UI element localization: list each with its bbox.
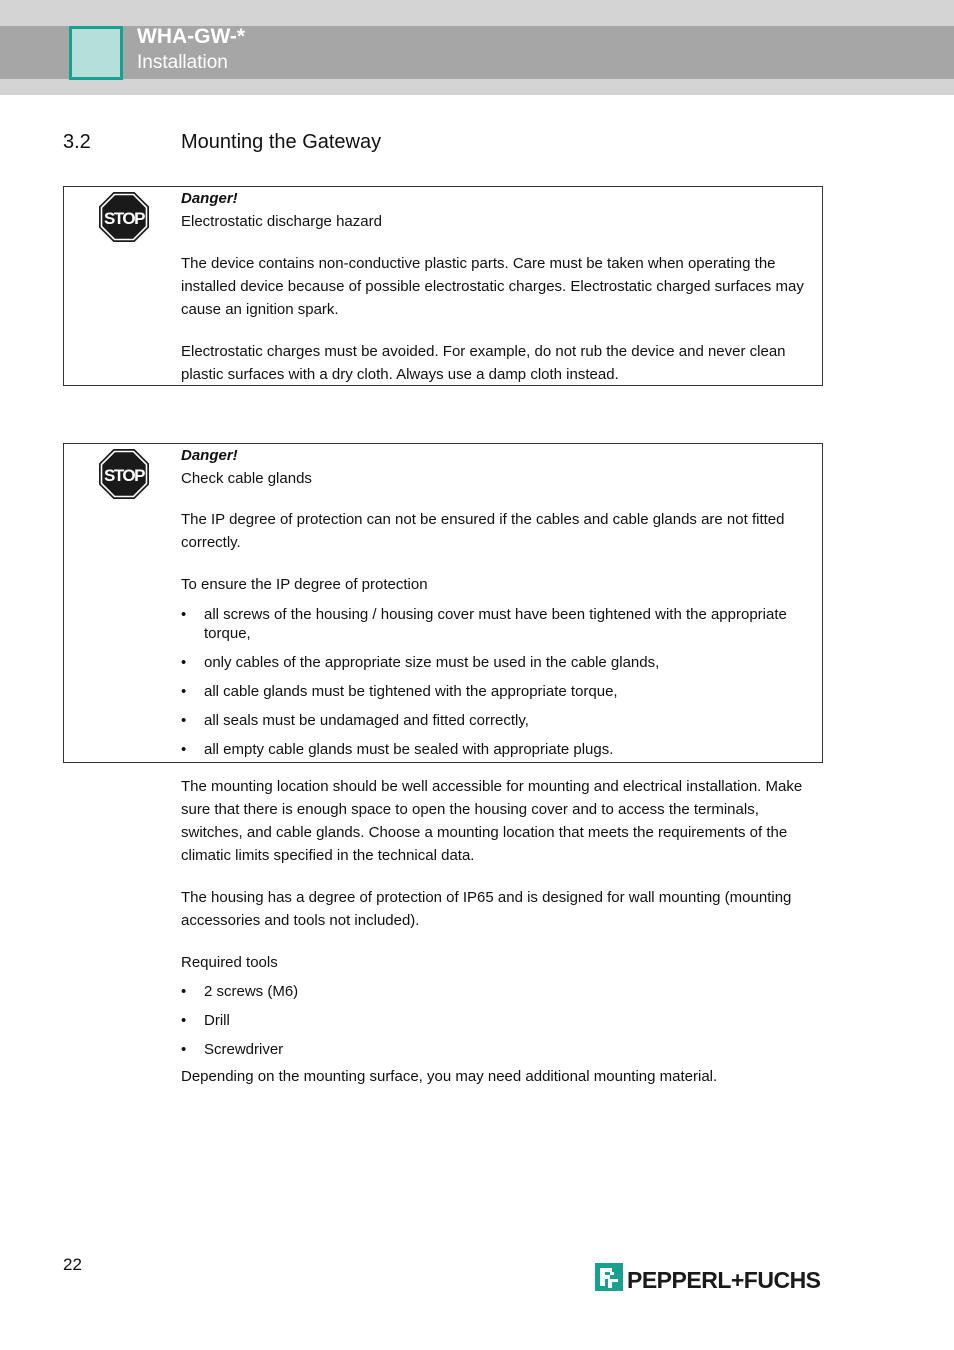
chapter-title: Installation [137, 52, 228, 73]
danger-paragraph: Electrostatic charges must be avoided. For example, do not rub the device and never clean plastic surfaces with a dry cloth. Always use a damp cloth instead. [181, 343, 786, 383]
company-logo [595, 1263, 823, 1293]
body-paragraph: Depending on the mounting surface, you may need additional mounting material. [181, 1068, 718, 1085]
list-item: • all screws of the housing / housing cover must have been tightened with the appropriate torque, [181, 606, 787, 642]
section-title: Mounting the Gateway [181, 131, 382, 153]
danger-box-cable-glands [63, 443, 823, 763]
section-number: 3.2 [63, 131, 91, 153]
danger-heading: Check cable glands [181, 470, 312, 487]
danger-text [181, 444, 821, 759]
stop-sign-icon [98, 191, 150, 243]
bullet-icon: • [181, 983, 187, 1000]
danger-paragraph: The device contains non-conductive plastic parts. Care must be taken when operating the installed device because of possible electrostatic charges. Electrostatic charged surfaces may cause an ignition spark. [181, 255, 804, 318]
chapter-marker [69, 26, 123, 80]
bullet-icon: • [181, 741, 187, 758]
danger-label: Danger! [181, 190, 238, 207]
bullet-icon: • [181, 1041, 187, 1058]
bullet-icon: • [181, 1012, 187, 1029]
body-text [181, 775, 821, 1088]
bullet-icon: • [181, 606, 187, 623]
list-item: • only cables of the appropriate size must be used in the cable glands, [181, 654, 660, 671]
bullet-icon: • [181, 683, 187, 700]
page-number: 22 [63, 1255, 82, 1274]
bullet-icon: • [181, 712, 187, 729]
bullet-icon: • [181, 654, 187, 671]
list-item: • 2 screws (M6) [181, 983, 299, 1000]
pepperl-fuchs-logo-icon [595, 1263, 623, 1291]
body-paragraph: The mounting location should be well accessible for mounting and electrical installation. Make sure that there is enough space to open the housing cover and to access the terminals, switches, and cable glands. Choose a mounting location that meets the requirements of the climatic limits specified in the technical data. [181, 778, 803, 864]
stop-sign-text: STOP [104, 209, 144, 228]
danger-heading: Electrostatic discharge hazard [181, 213, 382, 230]
list-item: • Drill [181, 1012, 230, 1029]
tools-label: Required tools [181, 954, 278, 971]
danger-intro: To ensure the IP degree of protection [181, 576, 428, 593]
list-item: • all seals must be undamaged and fitted correctly, [181, 712, 529, 729]
danger-box-electrostatic [63, 186, 823, 386]
stop-sign-text: STOP [104, 466, 144, 485]
body-paragraph: The housing has a degree of protection of IP65 and is designed for wall mounting (mounting accessories and tools not included). [181, 889, 792, 929]
danger-paragraph: The IP degree of protection can not be ensured if the cables and cable glands are not fitted correctly. [181, 511, 785, 551]
stop-sign-icon [98, 448, 150, 500]
danger-text [181, 187, 821, 386]
list-item: • Screwdriver [181, 1041, 284, 1058]
list-item: • all empty cable glands must be sealed with appropriate plugs. [181, 741, 614, 758]
list-item: • all cable glands must be tightened with the appropriate torque, [181, 683, 618, 700]
logo-text: PEPPERL+FUCHS [627, 1267, 821, 1293]
danger-label: Danger! [181, 447, 238, 464]
document-title: WHA-GW-* [137, 25, 246, 48]
